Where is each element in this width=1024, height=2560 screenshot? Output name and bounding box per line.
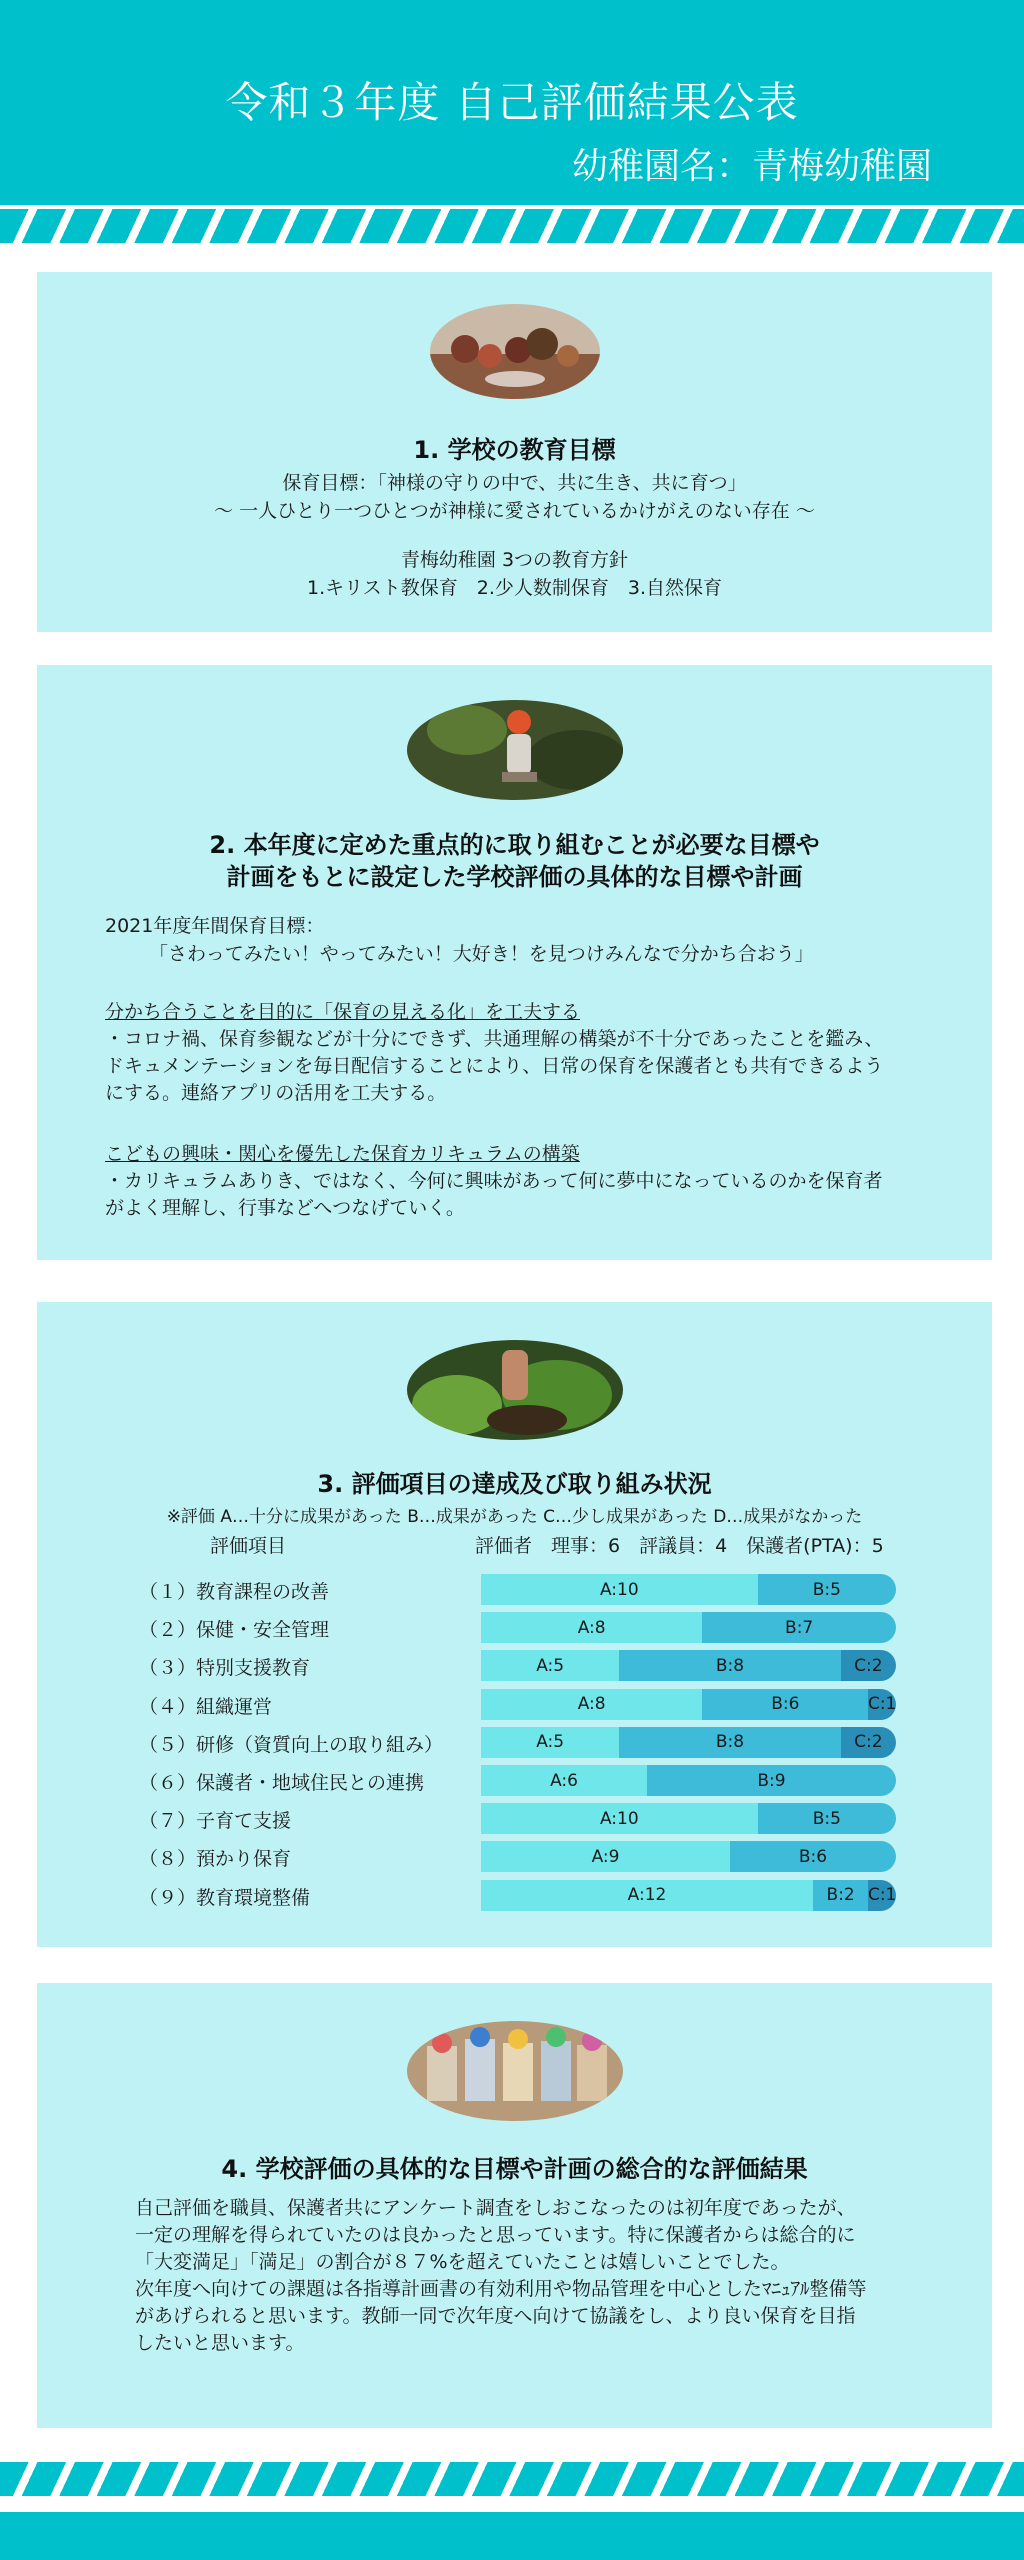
chart-category-label: （９）教育環境整備 <box>139 1886 311 1909</box>
chart-bar-row <box>481 1803 896 1834</box>
page-title: 令和３年度 自己評価結果公表 <box>225 78 799 127</box>
section-2-title-line1: 2. 本年度に定めた重点的に取り組むことが必要な目標や <box>209 831 820 859</box>
policy-items: 1.キリスト教保育 2.少人数制保育 3.自然保育 <box>306 577 722 599</box>
chart-bar-segment-a: A:6 <box>481 1765 647 1796</box>
chart-bar-segment-a: A:12 <box>481 1880 813 1911</box>
chart-bar-segment-b: B:6 <box>730 1841 896 1872</box>
summary-line-5: があげられると思います。教師一同で次年度へ向けて協議をし、より良い保育を目指 <box>135 2305 856 2327</box>
chart-bar-row <box>481 1612 896 1643</box>
chart-bar-segment-c: C:2 <box>841 1650 896 1681</box>
column-header-item: 評価項目 <box>210 1535 287 1557</box>
chart-category-label: （２）保健・安全管理 <box>139 1619 330 1642</box>
section-4-title: 4. 学校評価の具体的な目標や計画の総合的な評価結果 <box>221 2155 808 2183</box>
section-4-photo <box>407 2021 623 2121</box>
section-2-photo <box>407 700 623 800</box>
chart-bar-segment-b: B:6 <box>702 1689 868 1720</box>
chart-bar-row <box>481 1765 896 1796</box>
education-goal-sub: 〜 一人ひとり一つひとつが神様に愛されているかけがえのない存在 〜 <box>214 500 815 522</box>
chart-bar-segment-c: C:1 <box>868 1689 896 1720</box>
chart-bar-row <box>481 1727 896 1758</box>
chart-bar-segment-b: B:7 <box>702 1612 896 1643</box>
section-3-panel <box>37 1302 992 1947</box>
chart-category-label: （５）研修（資質向上の取り組み） <box>139 1733 444 1756</box>
chart-bar-segment-b: B:8 <box>619 1727 840 1758</box>
school-name: 幼稚園名：青梅幼稚園 <box>571 146 932 187</box>
bottom-stripe-divider <box>0 2462 1024 2496</box>
chart-bar-segment-c: C:1 <box>868 1880 896 1911</box>
page-header <box>0 0 1024 205</box>
summary-line-1: 自己評価を職員、保護者共にアンケート調査をしおこなったのは初年度であったが、 <box>135 2197 856 2219</box>
chart-bar-row <box>481 1880 896 1911</box>
chart-bar-segment-a: A:10 <box>481 1803 758 1834</box>
top-stripe-divider <box>0 209 1024 243</box>
chart-category-label: （７）子育て支援 <box>139 1810 292 1833</box>
education-goal: 保育目標：「神様の守りの中で、共に生き、共に育つ」 <box>282 472 747 494</box>
chart-bar-segment-b: B:5 <box>758 1574 896 1605</box>
chart-bar-segment-a: A:10 <box>481 1574 758 1605</box>
policy-title: 青梅幼稚園 3つの教育方針 <box>400 549 629 571</box>
section-1-title: 1. 学校の教育目標 <box>413 436 616 464</box>
focus-2-line1: ・カリキュラムありき、ではなく、今何に興味があって何に夢中になっているのかを保育者 <box>105 1170 883 1192</box>
section-1-photo <box>430 304 600 399</box>
chart-bar-segment-b: B:5 <box>758 1803 896 1834</box>
chart-bar-segment-a: A:8 <box>481 1612 702 1643</box>
focus-2-line2: がよく理解し、行事などへつなげていく。 <box>105 1197 465 1219</box>
chart-category-label: （６）保護者・地域住民との連携 <box>139 1772 425 1794</box>
chart-category-label: （４）組織運営 <box>139 1695 273 1718</box>
section-3-title: 3. 評価項目の達成及び取り組み状況 <box>317 1470 712 1498</box>
chart-bar-segment-a: A:5 <box>481 1650 619 1681</box>
chart-bar-segment-a: A:9 <box>481 1841 730 1872</box>
chart-category-label: （３）特別支援教育 <box>139 1657 311 1680</box>
summary-line-6: したいと思います。 <box>135 2332 305 2354</box>
section-4-panel <box>37 1983 992 2428</box>
chart-bar-segment-a: A:8 <box>481 1689 702 1720</box>
year-goal-label: 2021年度年間保育目標： <box>105 915 325 937</box>
year-goal: 「さわってみたい！やってみたい！大好き！を見つけみんなで分かち合おう」 <box>149 943 814 965</box>
chart-bar-segment-b: B:2 <box>813 1880 868 1911</box>
summary-line-4: 次年度へ向けての課題は各指導計画書の有効利用や物品管理を中心としたﾏﾆｭｱﾙ整備等 <box>135 2278 867 2300</box>
section-3-photo <box>407 1340 623 1440</box>
chart-bar-segment-c: C:2 <box>841 1727 896 1758</box>
column-header-evaluators: 評価者 理事：6 評議員：4 保護者(PTA)：5 <box>475 1535 884 1557</box>
chart-bar-segment-b: B:8 <box>619 1650 840 1681</box>
summary-line-3: 「大変満足」「満足」の割合が８７%を超えていたことは嬉しいことでした。 <box>135 2251 790 2273</box>
chart-category-label: （８）預かり保育 <box>139 1848 292 1871</box>
focus-1-line2: ドキュメンテーションを毎日配信することにより、日常の保育を保護者とも共有できるよう <box>105 1055 884 1077</box>
section-2-panel <box>37 665 992 1260</box>
section-2-title-line2: 計画をもとに設定した学校評価の具体的な目標や計画 <box>226 863 803 891</box>
focus-1-line3: にする。連絡アプリの活用を工夫する。 <box>105 1082 447 1104</box>
focus-2-heading: こどもの興味・関心を優先した保育カリキュラムの構築 <box>105 1143 580 1165</box>
chart-bar-row <box>481 1574 896 1605</box>
chart-bar-row <box>481 1689 896 1720</box>
chart-bar-row <box>481 1650 896 1681</box>
footer-band <box>0 2512 1024 2560</box>
summary-line-2: 一定の理解を得られていたのは良かったと思っています。特に保護者からは総合的に <box>135 2224 856 2246</box>
focus-1-heading: 分かち合うことを目的に「保育の見える化」を工夫する <box>105 1001 581 1023</box>
focus-1-line1: ・コロナ禍、保育参観などが十分にできず、共通理解の構築が不十分であったことを鑑み、 <box>105 1028 884 1050</box>
evaluation-legend-note: ※評価 A…十分に成果があった B…成果があった C…少し成果があった D…成果がなかった <box>166 1507 863 1527</box>
section-1-panel <box>37 272 992 632</box>
chart-category-label: （１）教育課程の改善 <box>139 1581 330 1603</box>
chart-bar-row <box>481 1841 896 1872</box>
chart-bar-segment-a: A:5 <box>481 1727 619 1758</box>
chart-bar-segment-b: B:9 <box>647 1765 896 1796</box>
